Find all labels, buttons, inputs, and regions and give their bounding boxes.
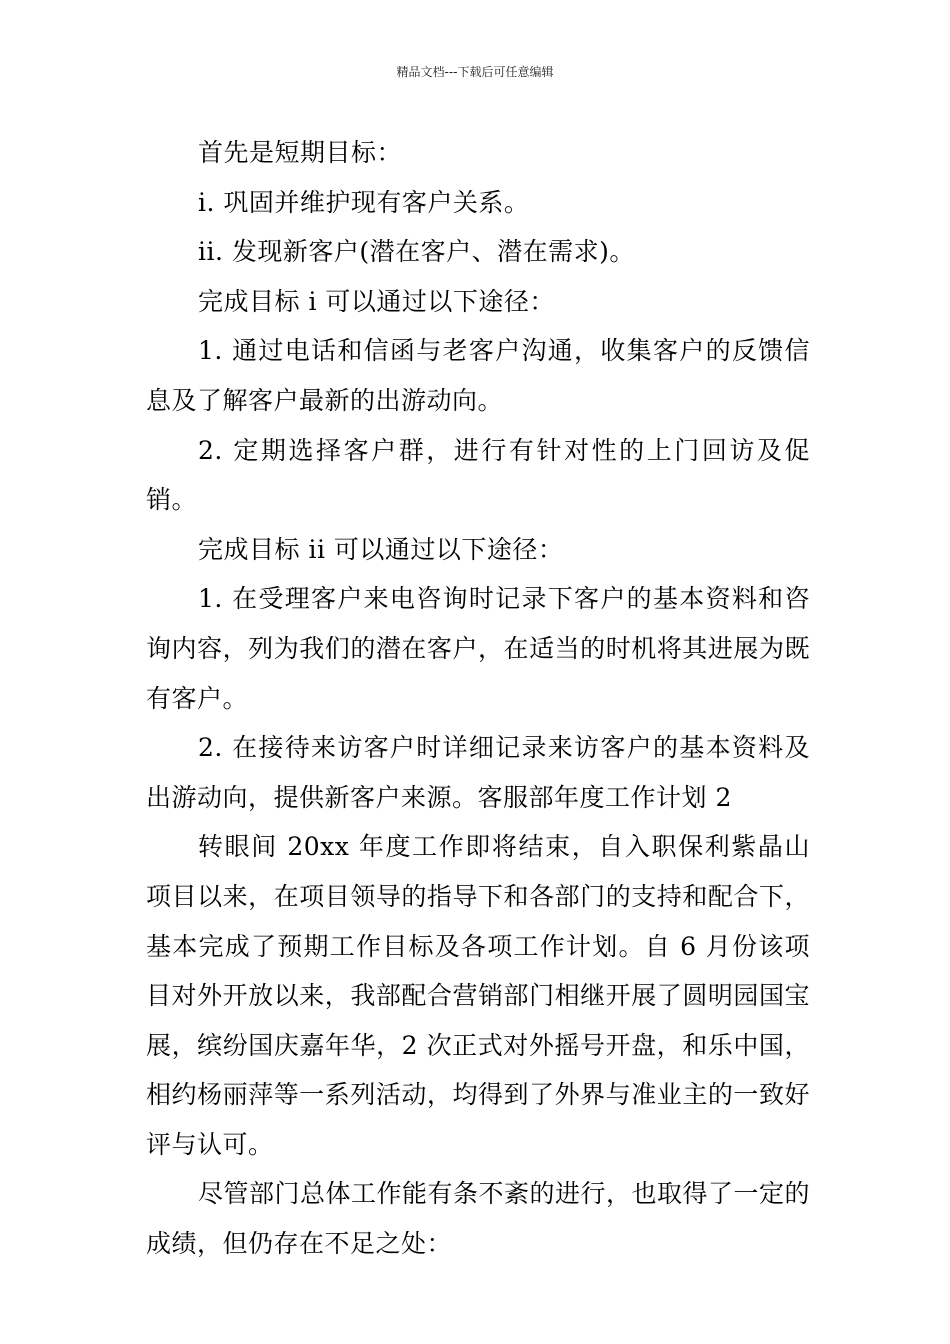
paragraph-short-term-goal: 首先是短期目标： bbox=[198, 138, 403, 167]
paragraph-goal-ii: ii. 发现新客户(潜在客户、潜在需求)。 bbox=[198, 237, 635, 267]
paragraph-goal-i: i. 巩固并维护现有客户关系。 bbox=[198, 187, 530, 217]
paragraph-goal-i-approach: 完成目标 i 可以通过以下途径： bbox=[198, 286, 555, 316]
paragraph-annual-summary: 转眼间 20xx 年度工作即将结束，自入职保利紫晶山项目以来，在项目领导的指导下和各部门的支持和配合下，基本完成了预期工作目标及各项工作计划。自 6 月份该项目对外开放以来，我部配合营销部门相继开展了圆明园国宝展，缤纷国庆嘉年华，2 次正式对外摇号开盘，和乐中国，相约杨丽萍等一系列活动，均得到了外界与准业主的一致好评与认可。 bbox=[146, 832, 810, 1159]
paragraph-goal-i-step-2: 2. 定期选择客户群，进行有针对性的上门回访及促销。 bbox=[146, 435, 810, 515]
page-header: 精品文档---下载后可任意编辑 bbox=[396, 65, 554, 79]
paragraph-goal-ii-step-2: 2. 在接待来访客户时详细记录来访客户的基本资料及出游动向，提供新客户来源。客服部年度工作计划 2 bbox=[146, 733, 810, 812]
paragraph-goal-ii-approach: 完成目标 ii 可以通过以下途径： bbox=[198, 534, 564, 564]
paragraph-goal-ii-step-1: 1. 在受理客户来电咨询时记录下客户的基本资料和咨询内容，列为我们的潜在客户，在适当的时机将其进展为既有客户。 bbox=[146, 584, 810, 713]
paragraph-shortcomings: 尽管部门总体工作能有条不紊的进行，也取得了一定的成绩，但仍存在不足之处： bbox=[146, 1179, 811, 1259]
paragraph-goal-i-step-1: 1. 通过电话和信函与老客户沟通，收集客户的反馈信息及了解客户最新的出游动向。 bbox=[146, 336, 810, 415]
document-body bbox=[146, 128, 810, 1269]
